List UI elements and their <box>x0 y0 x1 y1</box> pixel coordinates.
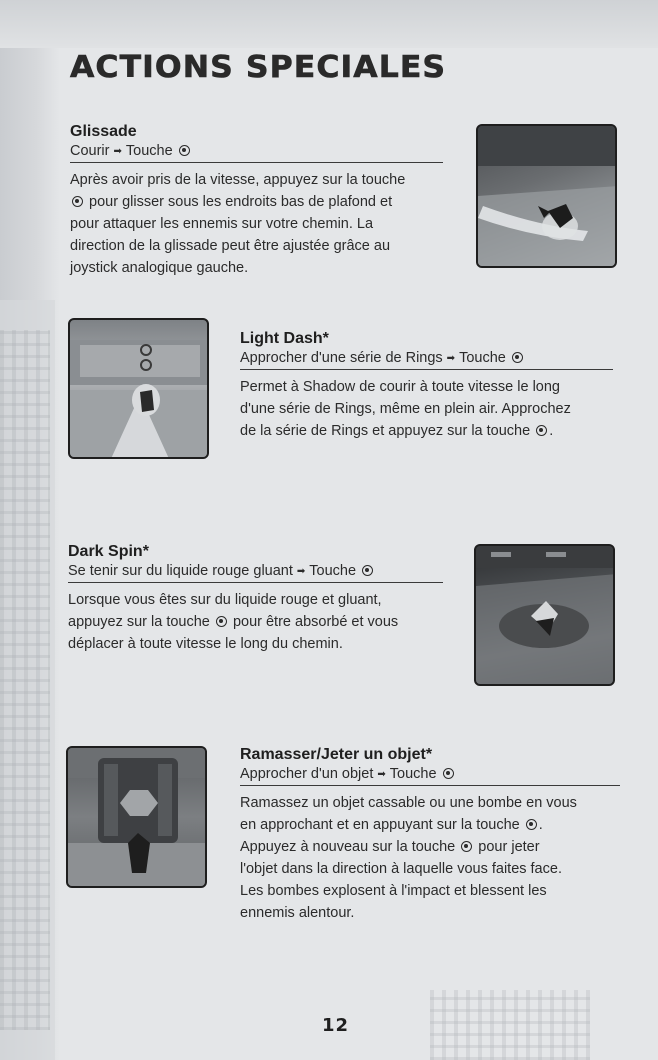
command-line <box>70 143 443 163</box>
section-body <box>68 589 443 655</box>
ramasser-scene <box>68 748 207 888</box>
screenshot-light-dash <box>68 318 209 459</box>
section-title: Glissade <box>70 123 137 140</box>
background-top-band <box>0 0 658 48</box>
arrow-icon: ➡ <box>377 769 386 780</box>
body-text: pour jeter <box>478 839 540 855</box>
command-button: Touche <box>459 350 506 366</box>
section-glissade <box>70 123 443 279</box>
light-dash-scene <box>70 320 209 459</box>
body-text: Permet à Shadow de courir à toute vitesse le long <box>240 379 560 395</box>
screenshot-ramasser <box>66 746 207 888</box>
body-text: Lorsque vous êtes sur du liquide rouge et gluant, <box>68 592 382 608</box>
body-text: pour attaquer les ennemis sur votre chemin. La <box>70 216 374 232</box>
body-text: déplacer à toute vitesse le long du chemin. <box>68 636 343 652</box>
section-title: Ramasser/Jeter un objet* <box>240 746 433 763</box>
screenshot-dark-spin <box>474 544 615 686</box>
action-button-icon <box>179 145 190 156</box>
glissade-scene <box>478 126 617 268</box>
command-action: Se tenir sur du liquide rouge gluant <box>68 563 293 579</box>
section-title: Dark Spin* <box>68 543 149 560</box>
section-body: Permet à Shadow de courir à toute vitesse le long d'une série de Rings, même en plein air. Approchez de la série de Rings et appuyez sur la touche . <box>240 379 571 439</box>
command-button: Touche <box>125 143 173 159</box>
arrow-icon: ➡ <box>113 146 122 157</box>
body-text: Appuyez à nouveau sur la touche <box>240 839 456 855</box>
command-action: Approcher d'une série de Rings <box>240 350 443 366</box>
body-text: d'une série de Rings, même en plein air. Approchez <box>240 401 571 417</box>
body-text: en approchant et en appuyant sur la touche <box>240 817 520 833</box>
command-line <box>240 766 620 786</box>
body-text: pour glisser sous les endroits bas de plafond et <box>89 194 393 210</box>
body-text: appuyez sur la touche <box>68 614 210 630</box>
body-text: Ramassez un objet cassable ou une bombe en vous <box>240 795 577 811</box>
command-line <box>68 563 443 583</box>
arrow-icon: ➡ <box>446 353 456 364</box>
body-text: joystick analogique gauche. <box>70 260 249 276</box>
page-number: 12 <box>322 1015 350 1036</box>
body-text: Les bombes explosent à l'impact et blessent les <box>240 883 547 899</box>
command-line <box>240 350 613 370</box>
section-body: Ramassez un objet cassable ou une bombe en vous en approchant et en appuyant sur la touche . Appuyez à nouveau sur la touche pour jeter l'objet dans la direction à laquelle vous faites face. Les bombes explosent à l'impact et blessent les ennemis alentour. <box>240 795 577 921</box>
action-button-icon <box>362 565 373 576</box>
action-button-icon <box>72 196 83 207</box>
dark-spin-scene <box>476 546 615 686</box>
body-text: de la série de Rings et appuyez sur la touche <box>240 423 531 439</box>
section-body <box>70 169 443 279</box>
command-action: Courir <box>70 143 110 159</box>
command-button: Touche <box>309 563 357 579</box>
section-dark-spin <box>68 543 443 655</box>
page-title: ACTIONS SPECIALES <box>70 50 447 85</box>
action-button-icon <box>216 616 227 627</box>
screenshot-glissade <box>476 124 617 268</box>
command-button: Touche <box>389 766 437 782</box>
body-text: direction de la glissade peut être ajustée grâce au <box>70 238 391 254</box>
action-button-icon <box>526 819 537 830</box>
section-title: Light Dash* <box>240 330 329 347</box>
body-text: l'objet dans la direction à laquelle vous faites face. <box>240 861 562 877</box>
background-windows <box>430 990 590 1060</box>
action-button-icon <box>461 841 472 852</box>
action-button-icon <box>443 768 454 779</box>
arrow-icon: ➡ <box>296 566 306 577</box>
action-button-icon <box>512 352 523 363</box>
body-text: Après avoir pris de la vitesse, appuyez sur la touche <box>70 172 406 188</box>
section-light-dash <box>240 330 613 442</box>
command-action: Approcher d'un objet <box>240 766 374 782</box>
section-ramasser <box>240 746 620 924</box>
background-windows <box>0 330 50 1030</box>
action-button-icon <box>536 425 547 436</box>
body-text: ennemis alentour. <box>240 905 355 921</box>
body-text: pour être absorbé et vous <box>232 614 399 630</box>
